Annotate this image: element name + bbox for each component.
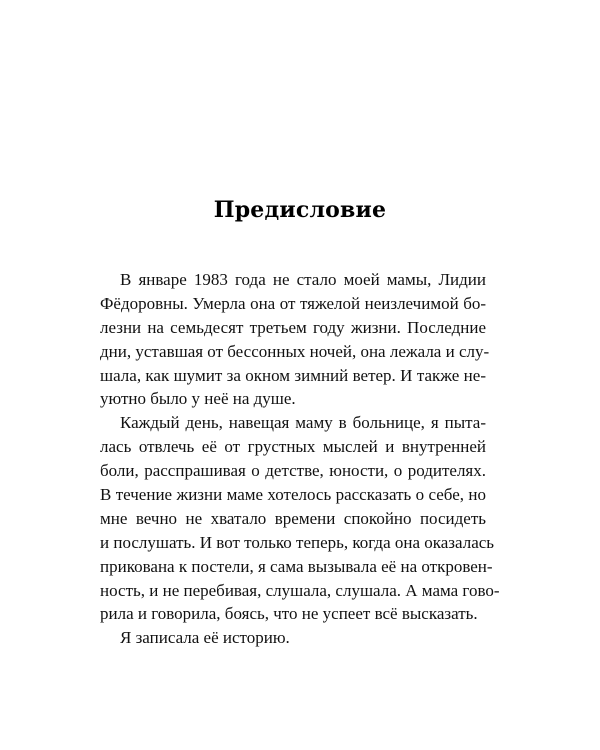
text-line: рила и говорила, боясь, что не успеет всё высказать.: [100, 604, 478, 624]
text-line: дни, уставшая от бессонных ночей, она лежала и слу-: [100, 341, 490, 361]
preface-text: [100, 268, 500, 650]
text-line: Я записала её историю.: [120, 628, 290, 648]
text-line: Фёдоровны. Умерла она от тяжелой неизлечимой бо-: [100, 293, 486, 313]
text-line: прикована к постели, я сама вызывала её на откровен-: [100, 556, 493, 576]
text-line: боли, расспрашивая о детстве, юности, о родителях.: [100, 461, 486, 481]
text-line: мне вечно не хватало времени спокойно посидеть: [100, 508, 486, 528]
text-line: Каждый день, навещая маму в больнице, я пыта-: [120, 413, 486, 433]
page-title: Предисловие: [213, 197, 387, 223]
text-line: и послушать. И вот только теперь, когда она оказалась: [100, 532, 495, 552]
text-line: В течение жизни маме хотелось рассказать о себе, но: [100, 485, 486, 505]
text-line: шала, как шумит за окном зимний ветер. И также не-: [100, 365, 486, 385]
text-line: ность, и не перебивая, слушала, слушала. А мама гово-: [100, 580, 500, 600]
text-line: лезни на семьдесят третьем году жизни. Последние: [100, 317, 486, 337]
text-line: лась отвлечь её от грустных мыслей и внутренней: [100, 437, 486, 457]
text-line: В январе 1983 года не стало моей мамы, Лидии: [120, 270, 486, 289]
text-line: уютно было у неё на душе.: [100, 389, 296, 409]
